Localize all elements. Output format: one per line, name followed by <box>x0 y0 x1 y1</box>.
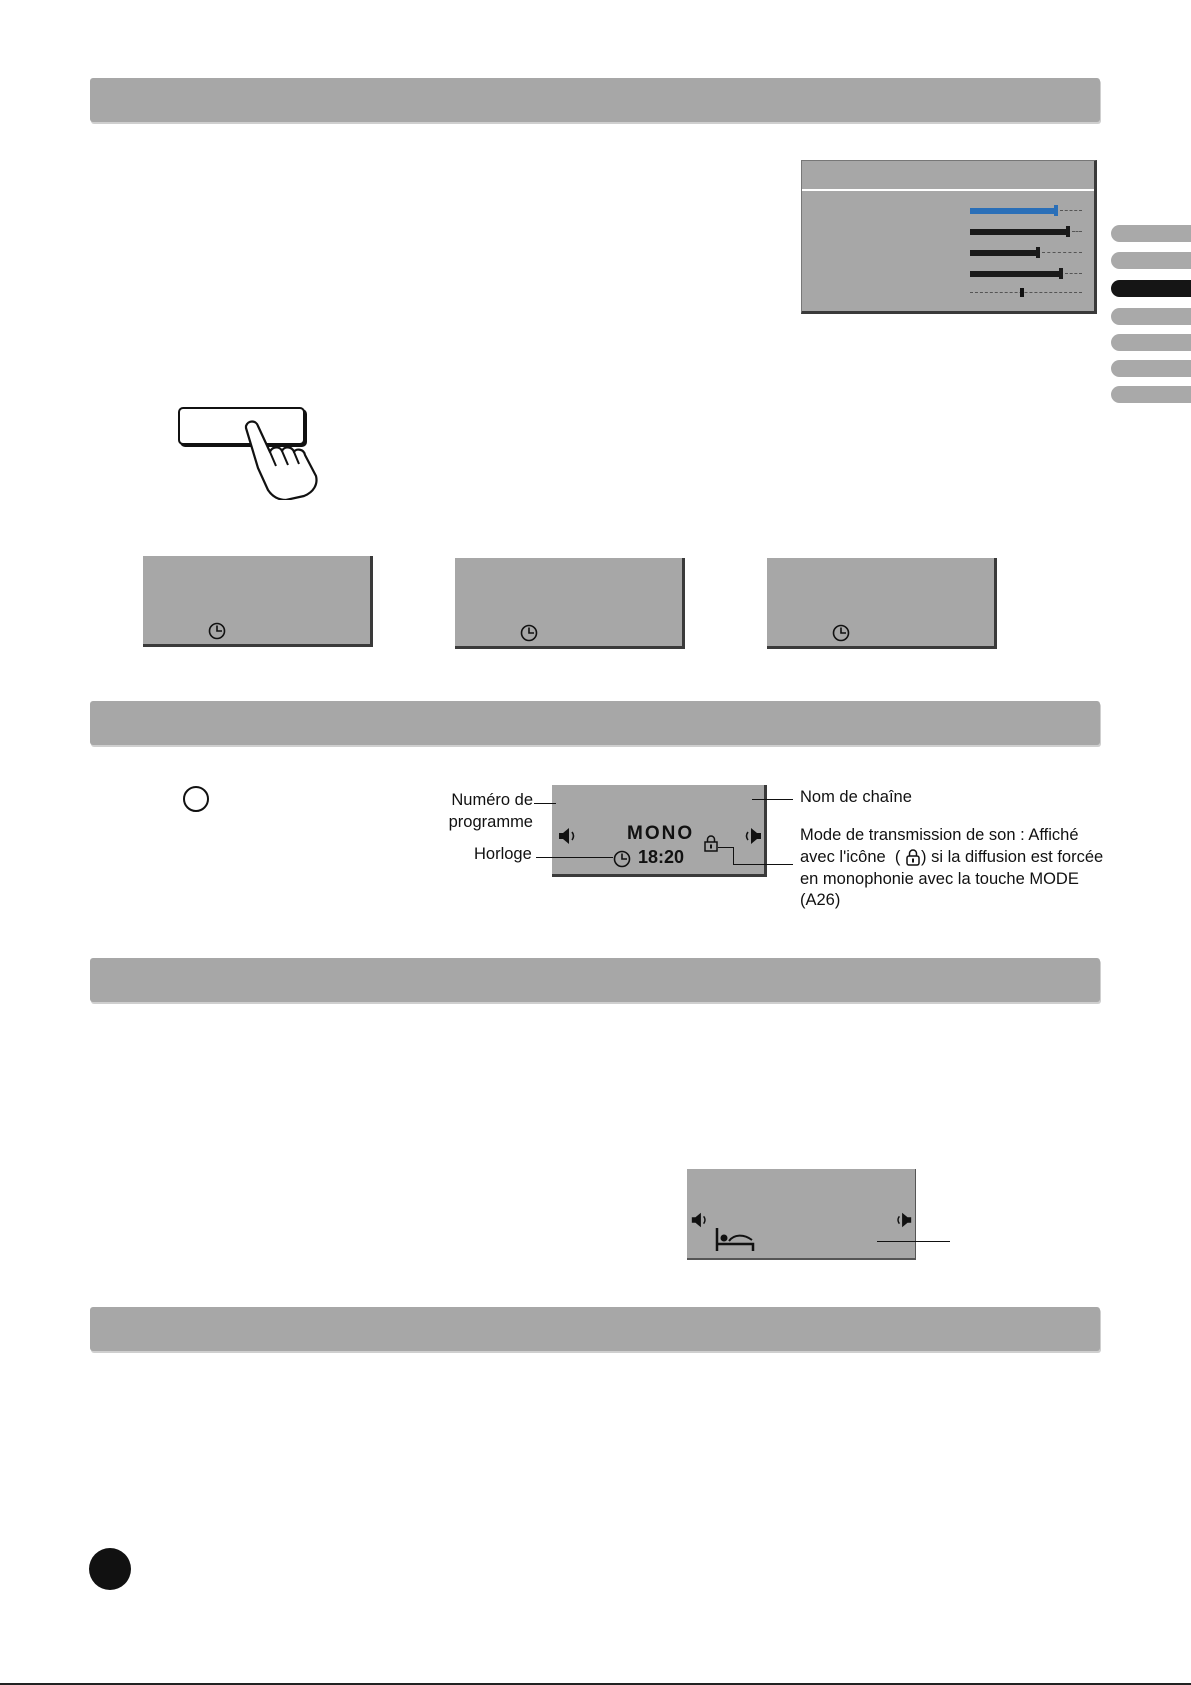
osd-preview-2 <box>455 558 685 649</box>
clock-icon <box>832 624 850 642</box>
chapter-tab[interactable] <box>1111 334 1191 351</box>
speaker-right-icon <box>893 1210 913 1230</box>
leader-line <box>534 803 556 804</box>
chapter-tab[interactable] <box>1111 225 1191 242</box>
sound-mode-label-line-4: (A26) <box>800 891 841 909</box>
setting-slider-bar <box>970 208 1082 214</box>
leader-line <box>718 847 734 848</box>
section-header-band-1 <box>90 78 1100 122</box>
section-header-band-4 <box>90 1307 1100 1351</box>
clock-label: Horloge <box>474 845 532 863</box>
section-header-band-3 <box>90 958 1100 1002</box>
slider-marker <box>1020 288 1024 297</box>
leader-line <box>877 1241 950 1242</box>
chapter-tab[interactable] <box>1111 252 1191 269</box>
sound-mode-label-line-2a: avec l'icône ( <box>800 848 901 866</box>
slider-track <box>1072 231 1082 232</box>
clock-icon <box>208 622 226 640</box>
chapter-tab[interactable] <box>1111 360 1191 377</box>
speaker-left-icon <box>557 826 579 846</box>
slider-track <box>1065 273 1082 274</box>
panel-title-bar <box>802 161 1094 191</box>
slider-track <box>970 292 1082 293</box>
slider-track <box>1042 252 1082 253</box>
setting-slider-bar <box>970 271 1082 277</box>
speaker-right-icon <box>741 826 763 846</box>
leader-line <box>536 857 613 858</box>
chapter-tab-active[interactable] <box>1111 280 1191 297</box>
pointing-hand-icon <box>238 418 323 500</box>
lock-icon <box>703 835 719 852</box>
bed-icon <box>714 1226 756 1252</box>
page-number-dot <box>89 1548 131 1590</box>
slider-marker <box>1066 226 1070 237</box>
leader-line <box>733 864 793 865</box>
chapter-tab[interactable] <box>1111 308 1191 325</box>
osd-preview-3 <box>767 558 997 649</box>
setting-slider-bar <box>970 290 1082 296</box>
clock-time-text: 18:20 <box>638 847 685 867</box>
programme-number-label: Numéro de programme <box>448 791 533 831</box>
sound-mode-label-line-3: en monophonie avec la touche MODE <box>800 870 1079 888</box>
lock-icon <box>905 849 921 866</box>
clock-icon <box>613 850 631 868</box>
setting-slider-bar <box>970 229 1082 235</box>
slider-fill <box>970 271 1059 277</box>
clock-icon <box>520 624 538 642</box>
info-button-circle <box>183 786 209 812</box>
section-header-band-2 <box>90 701 1100 745</box>
slider-marker <box>1059 268 1063 279</box>
setting-slider-bar <box>970 250 1082 256</box>
leader-line <box>752 799 793 800</box>
slider-fill <box>970 250 1036 256</box>
slider-track <box>1060 210 1082 211</box>
slider-fill <box>970 208 1054 214</box>
slider-fill <box>970 229 1066 235</box>
slider-marker <box>1036 247 1040 258</box>
sound-mode-label-line-2b: ) si la diffusion est forcée <box>921 848 1104 866</box>
osd-preview-1 <box>143 556 373 647</box>
audio-mode-text: MONO <box>627 823 695 844</box>
chapter-tab[interactable] <box>1111 386 1191 403</box>
speaker-left-icon <box>690 1210 710 1230</box>
sound-mode-label-line-1: Mode de transmission de son : Affiché <box>800 826 1079 844</box>
slider-marker <box>1054 205 1058 216</box>
leader-line <box>733 847 734 865</box>
channel-name-label: Nom de chaîne <box>800 788 912 806</box>
